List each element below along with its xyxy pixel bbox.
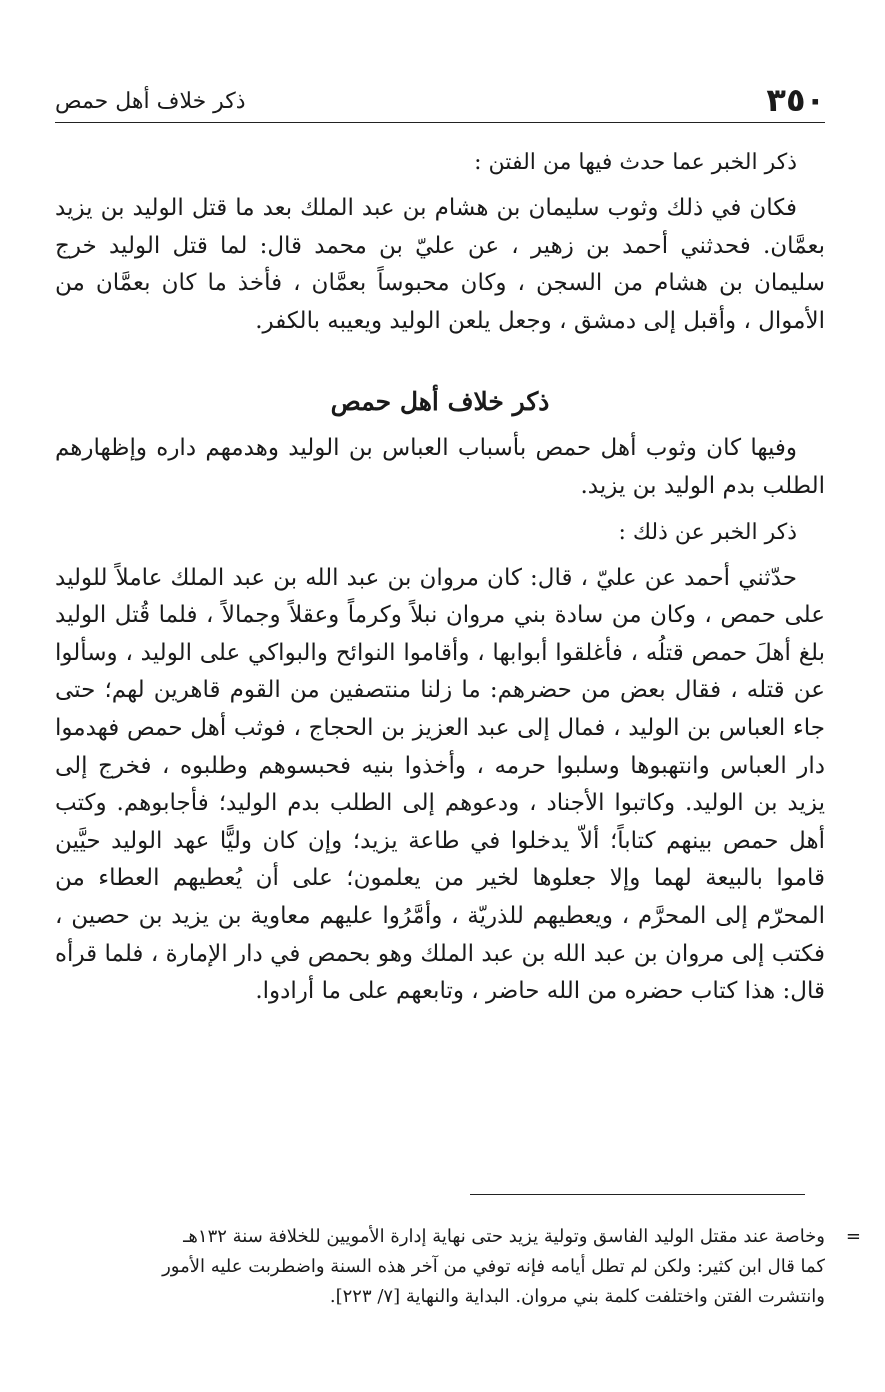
section-paragraph: وفيها كان وثوب أهل حمص بأسباب العباس بن الوليد وهدمهم داره وإظهارهم الطلب بدم الوليد بن يزيد.	[55, 435, 825, 499]
page-header	[55, 78, 825, 123]
footnote-divider	[470, 1194, 805, 1195]
section-heading: ذكر خلاف أهل حمص	[330, 387, 550, 417]
footnote-continuation-marker: =	[845, 1226, 861, 1247]
main-text	[55, 142, 825, 1011]
news-paragraph: حدّثني أحمد عن عليّ ، قال: كان مروان بن عبد الله بن عبد الملك عاملاً للوليد على حمص ، وكان من سادة بني مروان نبلاً وكرماً وعقلاً وجمالاً ، فلما قُتل الوليد بلغ أهلَ حمص قتلُه ، فأغلقوا أبوابها ، وأقاموا النوائح والبواكي على الوليد ، وسألوا عن قتله ، فقال بعض من حضرهم: ما زلنا منتصفين من القوم قاهرين لهم؛ حتى جاء العباس بن الوليد ، فمال إلى عبد العزيز بن الحجاج ، فوثب أهل حمص فهدموا دار العباس وانتهبوها وسلبوا حرمه ، وأخذوا بنيه فحبسوهم وطلبوه ، فخرج إلى يزيد بن الوليد. وكاتبوا الأجناد ، ودعوهم إلى الطلب بدم الوليد؛ فأجابوهم. وكتب أهل حمص بينهم كتاباً؛ ألاّ يدخلوا في طاعة يزيد؛ وإن كان وليًّا عهد الوليد حيَّين قاموا بالبيعة لهما وإلا جعلوها لخير من يعلمون؛ على أن يُعطيهم العطاء من المحرّم إلى المحرَّم ، ويعطيهم للذريّة ، وأمَّرُوا عليهم معاوية بن يزيد بن حصين ، فكتب إلى مروان بن عبد الله بن عبد الملك وهو بحمص في دار الإمارة ، فلما قرأه قال: هذا كتاب حضره من الله حاضر ، وتابعهم على ما أرادوا.	[55, 564, 825, 1005]
footnote	[55, 1222, 861, 1312]
intro-paragraph: فكان في ذلك وثوب سليمان بن هشام بن عبد الملك بعد ما قتل الوليد بن يزيد بعمَّان. فحدثني أحمد بن زهير ، عن عليّ بن محمد قال: لما قتل الوليد خرج سليمان بن هشام من السجن ، وكان محبوساً بعمَّان ، فأخذ ما كان بعمَّان من الأموال ، وأقبل إلى دمشق ، وجعل يلعن الوليد ويعيبه بالكفر.	[55, 195, 825, 334]
news-subheading: ذكر الخبر عن ذلك :	[618, 519, 797, 545]
intro-subheading: ذكر الخبر عما حدث فيها من الفتن :	[474, 150, 797, 175]
footnote-line: كما قال ابن كثير: ولكن لم تطل أيامه فإنه توفي من آخر هذه السنة واضطربت عليه الأمور	[162, 1256, 825, 1277]
footnote-line: وخاصة عند مقتل الوليد الفاسق وتولية يزيد حتى نهاية إدارة الأمويين للخلافة سنة ١٣٢هـ	[183, 1226, 825, 1247]
page-number: ٣٥٠	[766, 81, 825, 119]
footnote-line: وانتشرت الفتن واختلفت كلمة بني مروان. البداية والنهاية [٧/ ٢٢٣].	[329, 1286, 825, 1307]
running-title: ذكر خلاف أهل حمص	[55, 89, 246, 114]
